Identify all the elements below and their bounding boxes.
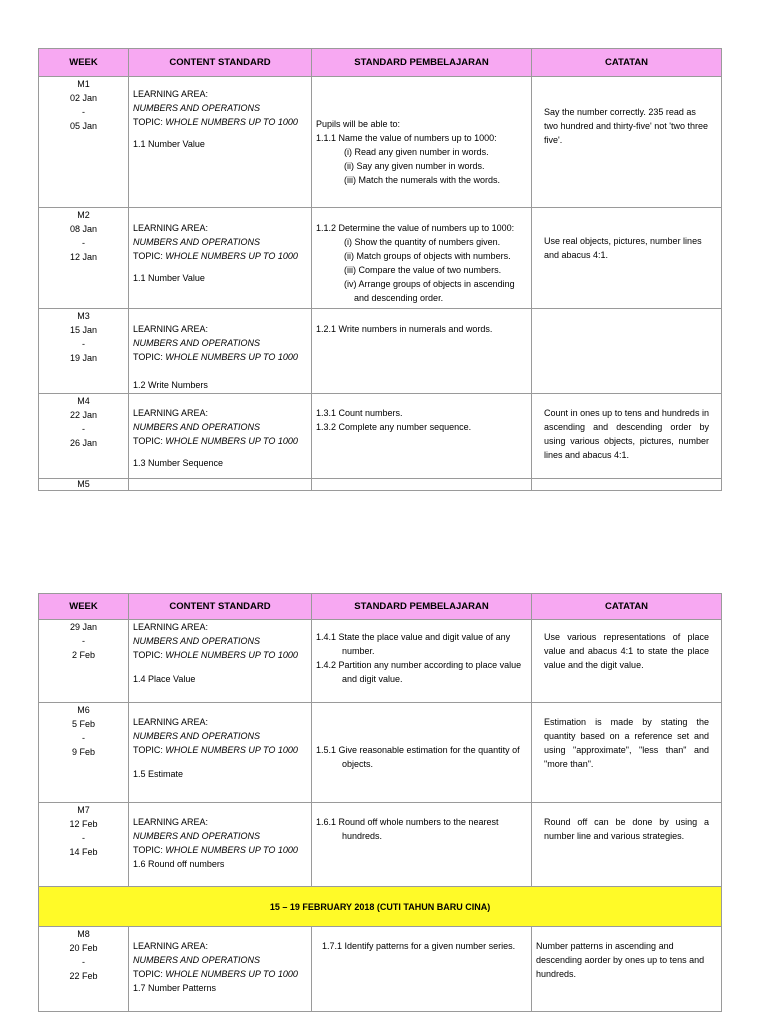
header-week: WEEK xyxy=(39,594,129,620)
standard-pembelajaran-cell xyxy=(312,803,532,887)
catatan-cell xyxy=(532,479,722,491)
catatan-text: Number patterns in ascending and descending aorder by ones up to tens and hundreds. xyxy=(536,941,705,979)
sp-subitem: (ii) Match groups of objects with numbers. xyxy=(344,251,511,261)
learning-area-label: LEARNING AREA: xyxy=(133,941,209,951)
catatan-text: Use real objects, pictures, number lines and abacus 4:1. xyxy=(544,236,702,260)
table-row xyxy=(39,394,722,479)
week-dash: - xyxy=(82,107,85,117)
holiday-label: 15 – 19 FEBRUARY 2018 (CUTI TAHUN BARU CINA) xyxy=(39,887,722,927)
catatan-cell xyxy=(532,77,722,208)
lesson-plan-table-2 xyxy=(38,593,722,1012)
catatan-cell xyxy=(532,927,722,1012)
sp-subitem: (i) Show the quantity of numbers given. xyxy=(344,237,501,247)
content-standard-sub: 1.1 Number Value xyxy=(133,273,205,283)
topic-line: TOPIC: WHOLE NUMBERS UP TO 1000 xyxy=(133,650,298,660)
content-standard-sub: 1.5 Estimate xyxy=(133,769,184,779)
header-standard-pembelajaran: STANDARD PEMBELAJARAN xyxy=(312,594,532,620)
sp-item: 1.2.1 Write numbers in numerals and words. xyxy=(316,324,493,334)
week-to: 14 Feb xyxy=(69,847,98,857)
sp-item-cont: number. xyxy=(342,646,375,656)
learning-area-label: LEARNING AREA: xyxy=(133,324,209,334)
table-row xyxy=(39,479,722,491)
sp-item-cont: hundreds. xyxy=(342,831,383,841)
week-dash: - xyxy=(82,424,85,434)
sp-item-cont: and digit value. xyxy=(342,674,403,684)
content-standard-sub: 1.1 Number Value xyxy=(133,139,205,149)
topic-line: TOPIC: WHOLE NUMBERS UP TO 1000 xyxy=(133,436,298,446)
week-from: 20 Feb xyxy=(69,943,98,953)
standard-pembelajaran-cell xyxy=(312,208,532,309)
catatan-text: Say the number correctly. 235 read as two hundred and thirty-five' not 'two three five'. xyxy=(544,107,709,145)
content-standard-cell xyxy=(129,479,312,491)
content-standard-cell xyxy=(129,309,312,394)
table-row xyxy=(39,77,722,208)
week-dash: - xyxy=(82,833,85,843)
standard-pembelajaran-cell xyxy=(312,77,532,208)
content-standard-cell xyxy=(129,77,312,208)
header-content-standard: CONTENT STANDARD xyxy=(129,49,312,77)
sp-subitem: (i) Read any given number in words. xyxy=(344,147,489,157)
learning-area-value: NUMBERS AND OPERATIONS xyxy=(133,955,261,965)
catatan-cell xyxy=(532,703,722,803)
week-cell xyxy=(39,620,129,703)
sp-item: 1.6.1 Round off whole numbers to the nearest xyxy=(316,817,499,827)
content-standard-sub: 1.4 Place Value xyxy=(133,674,196,684)
week-dash: - xyxy=(82,339,85,349)
table-row xyxy=(39,703,722,803)
week-label: M5 xyxy=(77,479,90,489)
sp-item: 1.4.2 Partition any number according to place value xyxy=(316,660,522,670)
week-label: M3 xyxy=(77,311,90,321)
week-from: 5 Feb xyxy=(71,719,95,729)
week-label: M8 xyxy=(77,929,90,939)
week-from: 08 Jan xyxy=(69,224,98,234)
week-cell xyxy=(39,703,129,803)
week-cell xyxy=(39,479,129,491)
learning-area-value: NUMBERS AND OPERATIONS xyxy=(133,422,261,432)
learning-area-value: NUMBERS AND OPERATIONS xyxy=(133,103,261,113)
content-standard-sub: 1.6 Round off numbers xyxy=(133,859,225,869)
topic-line: TOPIC: WHOLE NUMBERS UP TO 1000 xyxy=(133,845,298,855)
topic-line: TOPIC: WHOLE NUMBERS UP TO 1000 xyxy=(133,117,298,127)
learning-area-value: NUMBERS AND OPERATIONS xyxy=(133,731,261,741)
standard-pembelajaran-cell xyxy=(312,479,532,491)
catatan-cell xyxy=(532,803,722,887)
week-to: 26 Jan xyxy=(69,438,98,448)
standard-pembelajaran-cell xyxy=(312,394,532,479)
sp-item: 1.3.1 Count numbers. xyxy=(316,408,403,418)
week-cell xyxy=(39,77,129,208)
standard-pembelajaran-cell xyxy=(312,927,532,1012)
header-catatan: CATATAN xyxy=(532,49,722,77)
sp-intro: Pupils will be able to: xyxy=(316,119,401,129)
week-to: 22 Feb xyxy=(69,971,98,981)
table-row xyxy=(39,803,722,887)
content-standard-cell xyxy=(129,620,312,703)
sp-subitem-cont: and descending order. xyxy=(354,293,444,303)
week-dash: - xyxy=(82,733,85,743)
content-standard-cell xyxy=(129,208,312,309)
learning-area-value: NUMBERS AND OPERATIONS xyxy=(133,338,261,348)
week-dash: - xyxy=(82,957,85,967)
week-to: 19 Jan xyxy=(69,353,98,363)
catatan-cell xyxy=(532,394,722,479)
header-content-standard: CONTENT STANDARD xyxy=(129,594,312,620)
learning-area-label: LEARNING AREA: xyxy=(133,817,209,827)
table-row xyxy=(39,208,722,309)
week-from: 12 Feb xyxy=(69,819,98,829)
topic-line: TOPIC: WHOLE NUMBERS UP TO 1000 xyxy=(133,745,298,755)
week-from: 15 Jan xyxy=(69,325,98,335)
header-week: WEEK xyxy=(39,49,129,77)
catatan-text: Use various representations of place value and abacus 4:1 to state the place value and the digit value. xyxy=(544,632,709,670)
content-standard-cell xyxy=(129,803,312,887)
header-standard-pembelajaran: STANDARD PEMBELAJARAN xyxy=(312,49,532,77)
learning-area-value: NUMBERS AND OPERATIONS xyxy=(133,237,261,247)
week-cell xyxy=(39,208,129,309)
sp-item-cont: objects. xyxy=(342,759,374,769)
sp-item: 1.5.1 Give reasonable estimation for the quantity of xyxy=(316,745,520,755)
catatan-text: Round off can be done by using a number line and various strategies. xyxy=(544,817,709,841)
sp-item: 1.1.2 Determine the value of numbers up to 1000: xyxy=(316,223,515,233)
week-label: M6 xyxy=(77,705,90,715)
content-standard-sub: 1.7 Number Patterns xyxy=(133,983,217,993)
holiday-row xyxy=(39,887,722,927)
content-standard-sub: 1.3 Number Sequence xyxy=(133,458,224,468)
week-dash: - xyxy=(82,238,85,248)
week-to: 2 Feb xyxy=(71,650,95,660)
learning-area-label: LEARNING AREA: xyxy=(133,223,209,233)
catatan-cell xyxy=(532,309,722,394)
table-row xyxy=(39,927,722,1012)
week-label: M2 xyxy=(77,210,90,220)
sp-subitem: (ii) Say any given number in words. xyxy=(344,161,485,171)
week-label: M7 xyxy=(77,805,90,815)
content-standard-cell xyxy=(129,394,312,479)
topic-line: TOPIC: WHOLE NUMBERS UP TO 1000 xyxy=(133,969,298,979)
catatan-text: Count in ones up to tens and hundreds in ascending and descending order by using various objects, pictures, number lines and abacus 4:1. xyxy=(544,408,709,460)
learning-area-value: NUMBERS AND OPERATIONS xyxy=(133,636,261,646)
learning-area-value: NUMBERS AND OPERATIONS xyxy=(133,831,261,841)
header-catatan: CATATAN xyxy=(532,594,722,620)
learning-area-label: LEARNING AREA: xyxy=(133,622,209,632)
sp-item: 1.1.1 Name the value of numbers up to 1000: xyxy=(316,133,497,143)
learning-area-label: LEARNING AREA: xyxy=(133,89,209,99)
sp-subitem: (iii) Compare the value of two numbers. xyxy=(344,265,502,275)
week-dash: - xyxy=(82,636,85,646)
topic-line: TOPIC: WHOLE NUMBERS UP TO 1000 xyxy=(133,251,298,261)
table-header-row xyxy=(39,49,722,77)
week-to: 9 Feb xyxy=(71,747,95,757)
sp-subitem: (iv) Arrange groups of objects in ascending xyxy=(344,279,515,289)
week-to: 12 Jan xyxy=(69,252,98,262)
topic-line: TOPIC: WHOLE NUMBERS UP TO 1000 xyxy=(133,352,298,362)
learning-area-label: LEARNING AREA: xyxy=(133,408,209,418)
sp-subitem: (iii) Match the numerals with the words. xyxy=(344,175,501,185)
content-standard-cell xyxy=(129,703,312,803)
learning-area-label: LEARNING AREA: xyxy=(133,717,209,727)
week-cell xyxy=(39,394,129,479)
table-header-row xyxy=(39,594,722,620)
content-standard-sub: 1.2 Write Numbers xyxy=(133,380,208,390)
week-cell xyxy=(39,927,129,1012)
standard-pembelajaran-cell xyxy=(312,703,532,803)
week-from: 29 Jan xyxy=(69,622,98,632)
week-cell xyxy=(39,309,129,394)
week-label: M1 xyxy=(77,79,90,89)
table-row xyxy=(39,309,722,394)
week-from: 02 Jan xyxy=(69,93,98,103)
sp-item: 1.7.1 Identify patterns for a given number series. xyxy=(322,941,516,951)
week-to: 05 Jan xyxy=(69,121,98,131)
week-from: 22 Jan xyxy=(69,410,98,420)
catatan-text: Estimation is made by stating the quantity based on a reference set and using "approximate", "less than" and "more than". xyxy=(544,717,709,769)
sp-item: 1.3.2 Complete any number sequence. xyxy=(316,422,472,432)
week-cell xyxy=(39,803,129,887)
content-standard-cell xyxy=(129,927,312,1012)
catatan-cell xyxy=(532,208,722,309)
table-row xyxy=(39,620,722,703)
week-label: M4 xyxy=(77,396,90,406)
standard-pembelajaran-cell xyxy=(312,620,532,703)
lesson-plan-table-1 xyxy=(38,48,722,491)
standard-pembelajaran-cell xyxy=(312,309,532,394)
catatan-cell xyxy=(532,620,722,703)
sp-item: 1.4.1 State the place value and digit value of any xyxy=(316,632,511,642)
